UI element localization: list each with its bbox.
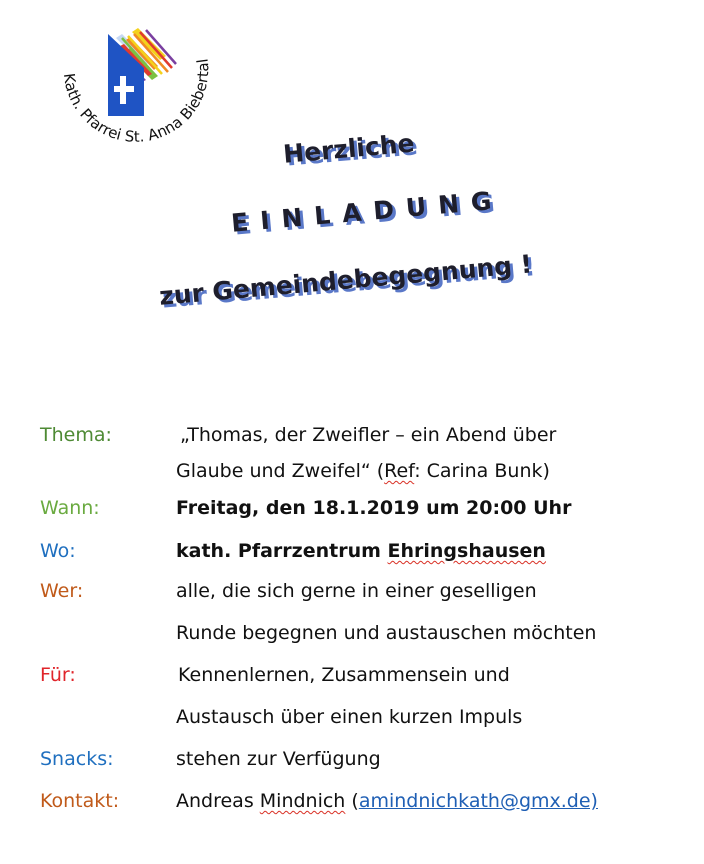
- heading-line-1: Herzliche: [282, 128, 416, 169]
- label-wer: Wer:: [40, 580, 84, 602]
- logo-arc-text: Kath. Pfarrei St. Anna Biebertal: [59, 57, 213, 146]
- label-wann: Wann:: [40, 497, 100, 519]
- fuer-line-2: Austausch über einen kurzen Impuls: [176, 706, 523, 728]
- label-thema: Thema:: [40, 424, 112, 446]
- snacks-value: stehen zur Verfügung: [176, 748, 381, 770]
- label-fuer: Für:: [40, 664, 76, 686]
- heading-line-3: zur Gemeindebegegnung !: [158, 249, 534, 311]
- label-snacks: Snacks:: [40, 748, 114, 770]
- wer-line-1: alle, die sich gerne in einer geselligen: [176, 580, 537, 602]
- kontakt-value: Andreas Mindnich (amindnichkath@gmx.de): [176, 790, 598, 812]
- parish-logo: [52, 4, 232, 164]
- email-link[interactable]: amindnichkath@gmx.de): [358, 790, 598, 812]
- label-wo: Wo:: [40, 540, 76, 562]
- wo-value: kath. Pfarrzentrum Ehringshausen: [176, 540, 546, 562]
- heading-line-2: EINLADUNG: [230, 185, 505, 238]
- fuer-line-1: Kennenlernen, Zusammensein und: [178, 664, 510, 686]
- thema-line-1: „Thomas, der Zweifler – ein Abend über: [180, 424, 557, 446]
- label-kontakt: Kontakt:: [40, 790, 120, 812]
- thema-line-2: Glaube und Zweifel“ (Ref: Carina Bunk): [176, 460, 550, 482]
- wer-line-2: Runde begegnen und austauschen möchten: [176, 622, 597, 644]
- wann-value: Freitag, den 18.1.2019 um 20:00 Uhr: [176, 497, 572, 519]
